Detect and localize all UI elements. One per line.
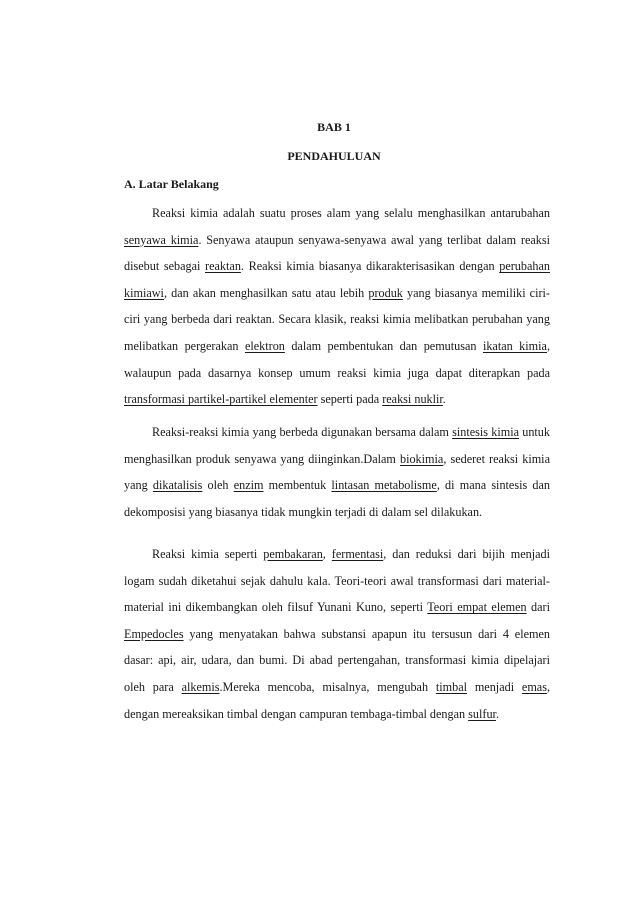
paragraph-3 xyxy=(124,541,550,727)
text-run: . xyxy=(495,706,499,721)
text-run: , dan reduksi dari bijih menjadi logam sudah diketahui sejak dahulu kala. Teori-teori awal transformasi dari material-material ini dikembangkan oleh filsuf Yunani Kuno, seperti xyxy=(124,547,551,615)
link-ikatan-kimia[interactable]: ikatan kimia xyxy=(482,338,547,353)
link-reaksi-nuklir[interactable]: reaksi nuklir xyxy=(382,392,443,407)
link-dikatalisis[interactable]: dikatalisis xyxy=(152,478,203,493)
text-run: , dan akan menghasilkan satu atau lebih xyxy=(163,285,369,300)
link-fermentasi[interactable]: fermentasi xyxy=(331,547,384,561)
link-sulfur[interactable]: sulfur xyxy=(468,706,496,721)
link-senyawa-kimia[interactable]: senyawa kimia xyxy=(124,232,199,247)
link-transformasi-partikel[interactable]: transformasi partikel-partikel elementer xyxy=(124,392,318,407)
text-run: Reaksi kimia adalah suatu proses alam yang selalu menghasilkan antarubahan xyxy=(152,206,550,220)
link-sintesis-kimia[interactable]: sintesis kimia xyxy=(452,425,519,439)
text-run: oleh xyxy=(202,478,234,493)
link-timbal[interactable]: timbal xyxy=(435,679,468,694)
link-elektron[interactable]: elektron xyxy=(244,338,285,353)
paragraph-2 xyxy=(124,419,550,525)
text-run: , sederet reaksi kimia yang xyxy=(124,451,550,493)
text-run: Reaksi kimia seperti xyxy=(152,547,264,561)
text-run: , xyxy=(322,547,332,561)
link-reaktan[interactable]: reaktan xyxy=(205,259,241,274)
text-run: seperti pada xyxy=(317,392,383,407)
paragraph-1 xyxy=(124,200,550,413)
text-run: . Senyawa ataupun senyawa-senyawa awal yang terlibat dalam reaksi disebut sebagai xyxy=(124,232,550,274)
link-pembakaran[interactable]: pembakaran xyxy=(263,547,323,561)
link-produk[interactable]: produk xyxy=(368,285,403,300)
link-lintasan-metabolisme[interactable]: lintasan metabolisme xyxy=(331,478,437,493)
text-run: , walaupun pada dasarnya konsep umum reaksi kimia juga dapat diterapkan pada xyxy=(124,338,550,380)
text-run: , di mana sintesis dan dekomposisi yang biasanya tidak mungkin terjadi di dalam sel dilakukan. xyxy=(124,478,550,519)
link-alkemis[interactable]: alkemis xyxy=(181,679,220,694)
link-perubahan-kimiawi[interactable]: perubahan kimiawi xyxy=(124,259,550,300)
section-heading: A. Latar Belakang xyxy=(124,177,219,191)
link-teori-empat-elemen[interactable]: Teori empat elemen xyxy=(427,600,527,615)
text-run: .Mereka mencoba, misalnya, mengubah xyxy=(219,679,436,694)
text-run: , dengan mereaksikan timbal dengan campuran tembaga-timbal dengan xyxy=(124,679,550,721)
text-run: untuk menghasilkan produk senyawa yang diinginkan.Dalam xyxy=(124,425,550,466)
link-empedocles[interactable]: Empedocles xyxy=(124,626,184,641)
chapter-title: PENDAHULUAN xyxy=(287,149,381,163)
text-run: menjadi xyxy=(467,679,522,694)
text-run: . xyxy=(442,392,446,407)
text-run: dalam pembentukan dan pemutusan xyxy=(284,338,483,353)
text-run: yang menyatakan bahwa substansi apapun itu tersusun dari 4 elemen dasar: api, air, udara, dan bumi. Di abad pertengahan, transformasi kimia dipelajari oleh para xyxy=(124,626,550,694)
chapter-number: BAB 1 xyxy=(317,120,351,134)
text-run: membentuk xyxy=(263,478,332,493)
text-run: . Reaksi kimia biasanya dikarakterisasikan dengan xyxy=(240,259,500,274)
text-run: dari xyxy=(526,600,550,615)
link-biokimia[interactable]: biokimia xyxy=(399,451,444,466)
text-run: Reaksi-reaksi kimia yang berbeda digunakan bersama dalam xyxy=(152,425,453,439)
text-run: yang biasanya memiliki ciri-ciri yang berbeda dari reaktan. Secara klasik, reaksi kimia melibatkan perubahan yang melibatkan pergerakan xyxy=(124,285,550,353)
link-enzim[interactable]: enzim xyxy=(233,478,264,493)
link-emas[interactable]: emas xyxy=(521,679,547,694)
